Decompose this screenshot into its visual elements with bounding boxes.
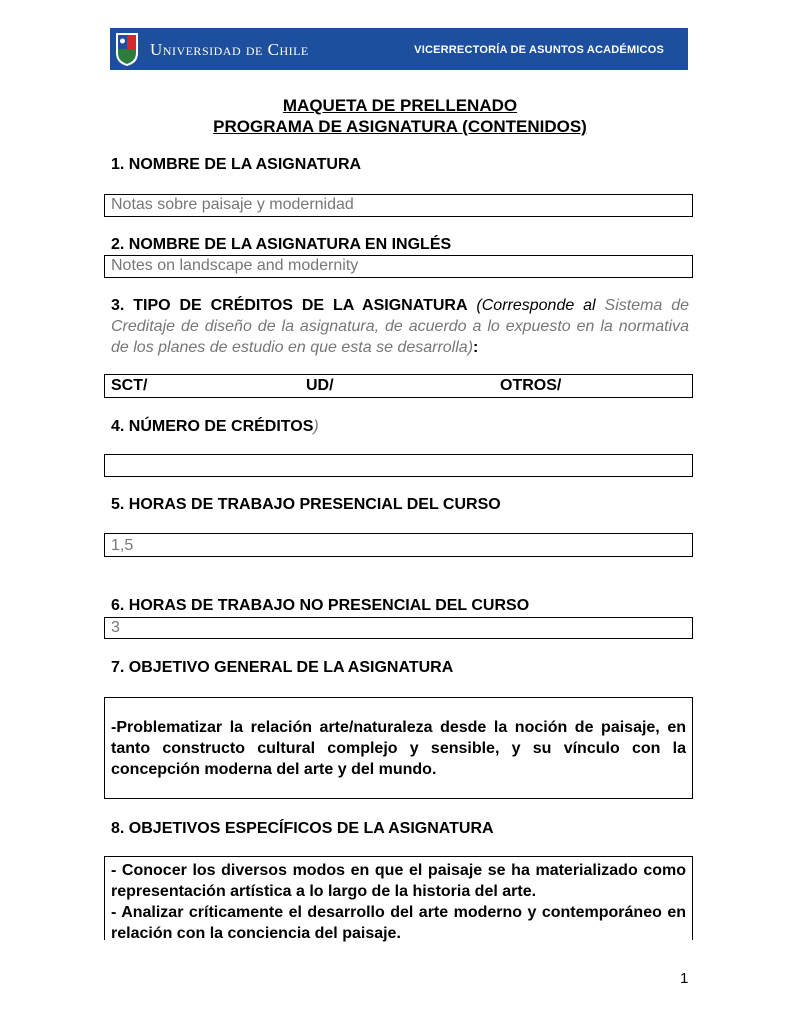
credit-ud-label: UD/ — [306, 377, 334, 394]
section-5-field[interactable] — [104, 533, 693, 557]
section-3-credits-field[interactable] — [104, 374, 693, 398]
credit-otros-label: OTROS/ — [500, 377, 562, 394]
section-8-heading: 8. OBJETIVOS ESPECÍFICOS DE LA ASIGNATURA — [111, 820, 494, 837]
university-name: Universidad de Chile — [150, 40, 309, 59]
section-4-heading: 4. NÚMERO DE CRÉDITOS — [111, 418, 314, 435]
section-3-note-a: (Corresponde al — [476, 297, 596, 314]
section-1-heading: 1. NOMBRE DE LA ASIGNATURA — [111, 156, 362, 173]
section-8-item-1: - Conocer los diversos modos en que el paisaje se ha materializado como representación artística a lo largo de la historia del arte. — [111, 862, 686, 900]
section-4-heading-wrap — [111, 418, 319, 436]
section-6-heading: 6. HORAS DE TRABAJO NO PRESENCIAL DEL CURSO — [111, 597, 530, 614]
section-6-field[interactable] — [104, 617, 693, 639]
section-8-field[interactable] — [104, 856, 693, 940]
section-8-item-2: - Analizar críticamente el desarrollo del arte moderno y contemporáneo en relación con la conciencia del paisaje. — [111, 904, 686, 942]
section-7-value: -Problematizar la relación arte/naturaleza desde la noción de paisaje, en tanto constructo cultural complejo y sensible, y su vínculo con la concepción moderna del arte y del mundo. — [111, 719, 686, 778]
page-number: 1 — [680, 970, 689, 987]
section-2-field[interactable] — [104, 255, 693, 278]
section-3-heading: 3. TIPO DE CRÉDITOS DE LA ASIGNATURA — [111, 297, 468, 314]
section-4-field[interactable] — [104, 454, 693, 477]
section-5-value: 1,5 — [111, 537, 134, 554]
credit-sct-label: SCT/ — [111, 377, 148, 394]
vicerrectoria-label: VICERRECTORÍA DE ASUNTOS ACADÉMICOS — [414, 44, 664, 56]
section-1-value: Notas sobre paisaje y modernidad — [111, 196, 354, 213]
section-6-value: 3 — [111, 619, 120, 636]
header-banner — [110, 28, 688, 70]
university-seal-icon — [114, 31, 140, 67]
section-3-note-end: : — [473, 339, 479, 356]
doc-title-line1: MAQUETA DE PRELLENADO — [282, 96, 518, 115]
section-1-field[interactable] — [104, 194, 693, 217]
section-5-heading: 5. HORAS DE TRABAJO PRESENCIAL DEL CURSO — [111, 496, 501, 513]
section-4-heading-suffix: ) — [313, 418, 319, 435]
section-2-heading: 2. NOMBRE DE LA ASIGNATURA EN INGLÉS — [111, 236, 452, 253]
doc-title-line2: PROGRAMA DE ASIGNATURA (CONTENIDOS) — [213, 117, 587, 136]
section-3-text — [111, 295, 689, 358]
section-7-field[interactable] — [104, 697, 693, 799]
section-7-heading: 7. OBJETIVO GENERAL DE LA ASIGNATURA — [111, 659, 454, 676]
section-2-value: Notes on landscape and modernity — [111, 257, 359, 274]
section-3-note-b: Sistema de Creditaje de diseño de la asignatura, de acuerdo a lo expuesto en la normativa de los planes de estudio en que esta se desarrolla) — [111, 297, 690, 356]
